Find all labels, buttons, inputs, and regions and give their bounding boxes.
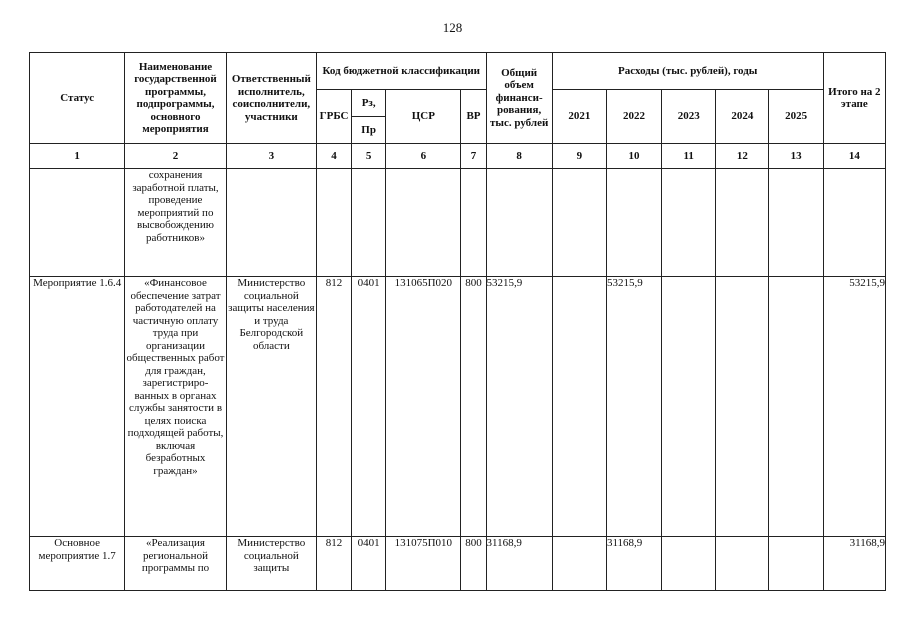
cell-2025	[769, 169, 823, 277]
column-number: 7	[461, 144, 486, 169]
cell-executor	[226, 169, 316, 277]
cell-2025	[769, 537, 823, 591]
cell-csr: 131075П010	[386, 537, 461, 591]
cell-2024	[716, 277, 769, 537]
cell-2023	[662, 277, 716, 537]
column-number: 8	[486, 144, 552, 169]
cell-rz-pr: 0401	[352, 277, 386, 537]
cell-grbs	[316, 169, 351, 277]
column-number: 5	[352, 144, 386, 169]
header-pr: Пр	[361, 124, 376, 136]
cell-2024	[716, 169, 769, 277]
cell-2021	[552, 537, 606, 591]
cell-status	[30, 169, 125, 277]
cell-grbs: 812	[316, 537, 351, 591]
cell-status: Основное мероприятие 1.7	[30, 537, 125, 591]
cell-status: Мероприятие 1.6.4	[30, 277, 125, 537]
header-expenses: Расходы (тыс. рублей), годы	[552, 53, 823, 90]
cell-csr	[386, 169, 461, 277]
header-rz: Рз,	[352, 90, 385, 117]
header-executor: Ответственный исполнитель, соисполнители, участники	[226, 53, 316, 144]
cell-2025	[769, 277, 823, 537]
header-csr: ЦСР	[386, 90, 461, 144]
cell-2023	[662, 537, 716, 591]
header-year-2024: 2024	[716, 90, 769, 144]
column-number: 9	[552, 144, 606, 169]
cell-2021	[552, 277, 606, 537]
column-number: 10	[606, 144, 661, 169]
column-number-row	[30, 144, 886, 169]
cell-2022	[606, 169, 661, 277]
header-rz-pr	[352, 90, 386, 144]
cell-name: сохранения заработной платы, проведение мероприятий по высвобождению работников»	[125, 169, 226, 277]
table-row	[30, 537, 886, 591]
cell-total: 31168,9	[486, 537, 552, 591]
cell-rz-pr: 0401	[352, 537, 386, 591]
cell-stage-total: 31168,9	[823, 537, 885, 591]
header-year-2021: 2021	[552, 90, 606, 144]
column-number: 12	[716, 144, 769, 169]
header-stage-total: Итого на 2 этапе	[823, 53, 885, 144]
column-number: 4	[316, 144, 351, 169]
cell-name: «Реализация региональной программы по	[125, 537, 226, 591]
cell-2023	[662, 169, 716, 277]
table-row	[30, 169, 886, 277]
cell-vr: 800	[461, 537, 486, 591]
header-program-name: Наименование государственной программы, подпрограммы, основного мероприятия	[125, 53, 226, 144]
cell-2024	[716, 537, 769, 591]
column-number: 3	[226, 144, 316, 169]
column-number: 14	[823, 144, 885, 169]
header-grbs: ГРБС	[316, 90, 351, 144]
cell-total	[486, 169, 552, 277]
header-vr: ВР	[461, 90, 486, 144]
budget-table	[29, 52, 886, 591]
cell-stage-total: 53215,9	[823, 277, 885, 537]
cell-executor: Министерство социальной защиты населения и труда Белгородской области	[226, 277, 316, 537]
column-number: 11	[662, 144, 716, 169]
cell-vr: 800	[461, 277, 486, 537]
header-year-2025: 2025	[769, 90, 823, 144]
cell-total: 53215,9	[486, 277, 552, 537]
cell-stage-total	[823, 169, 885, 277]
header-year-2022: 2022	[606, 90, 661, 144]
cell-2021	[552, 169, 606, 277]
header-year-2023: 2023	[662, 90, 716, 144]
column-number: 13	[769, 144, 823, 169]
header-total-financing: Общий объем финанси-рования, тыс. рублей	[486, 53, 552, 144]
cell-grbs: 812	[316, 277, 351, 537]
column-number: 6	[386, 144, 461, 169]
cell-vr	[461, 169, 486, 277]
table-row	[30, 277, 886, 537]
cell-csr: 131065П020	[386, 277, 461, 537]
header-status: Статус	[30, 53, 125, 144]
cell-name: «Финансовое обеспечение затрат работодателей на частичную оплату труда при организации общественных работ для граждан, зарегистриро-ванных в органах службы занятости в целях поиска подходящей работы, включая безработных граждан»	[125, 277, 226, 537]
cell-executor: Министерство социальной защиты	[226, 537, 316, 591]
cell-2022: 31168,9	[606, 537, 661, 591]
cell-rz-pr	[352, 169, 386, 277]
header-budget-code: Код бюджетной классификации	[316, 53, 486, 90]
page-number: 128	[442, 20, 463, 35]
column-number: 2	[125, 144, 226, 169]
column-number: 1	[30, 144, 125, 169]
cell-2022: 53215,9	[606, 277, 661, 537]
